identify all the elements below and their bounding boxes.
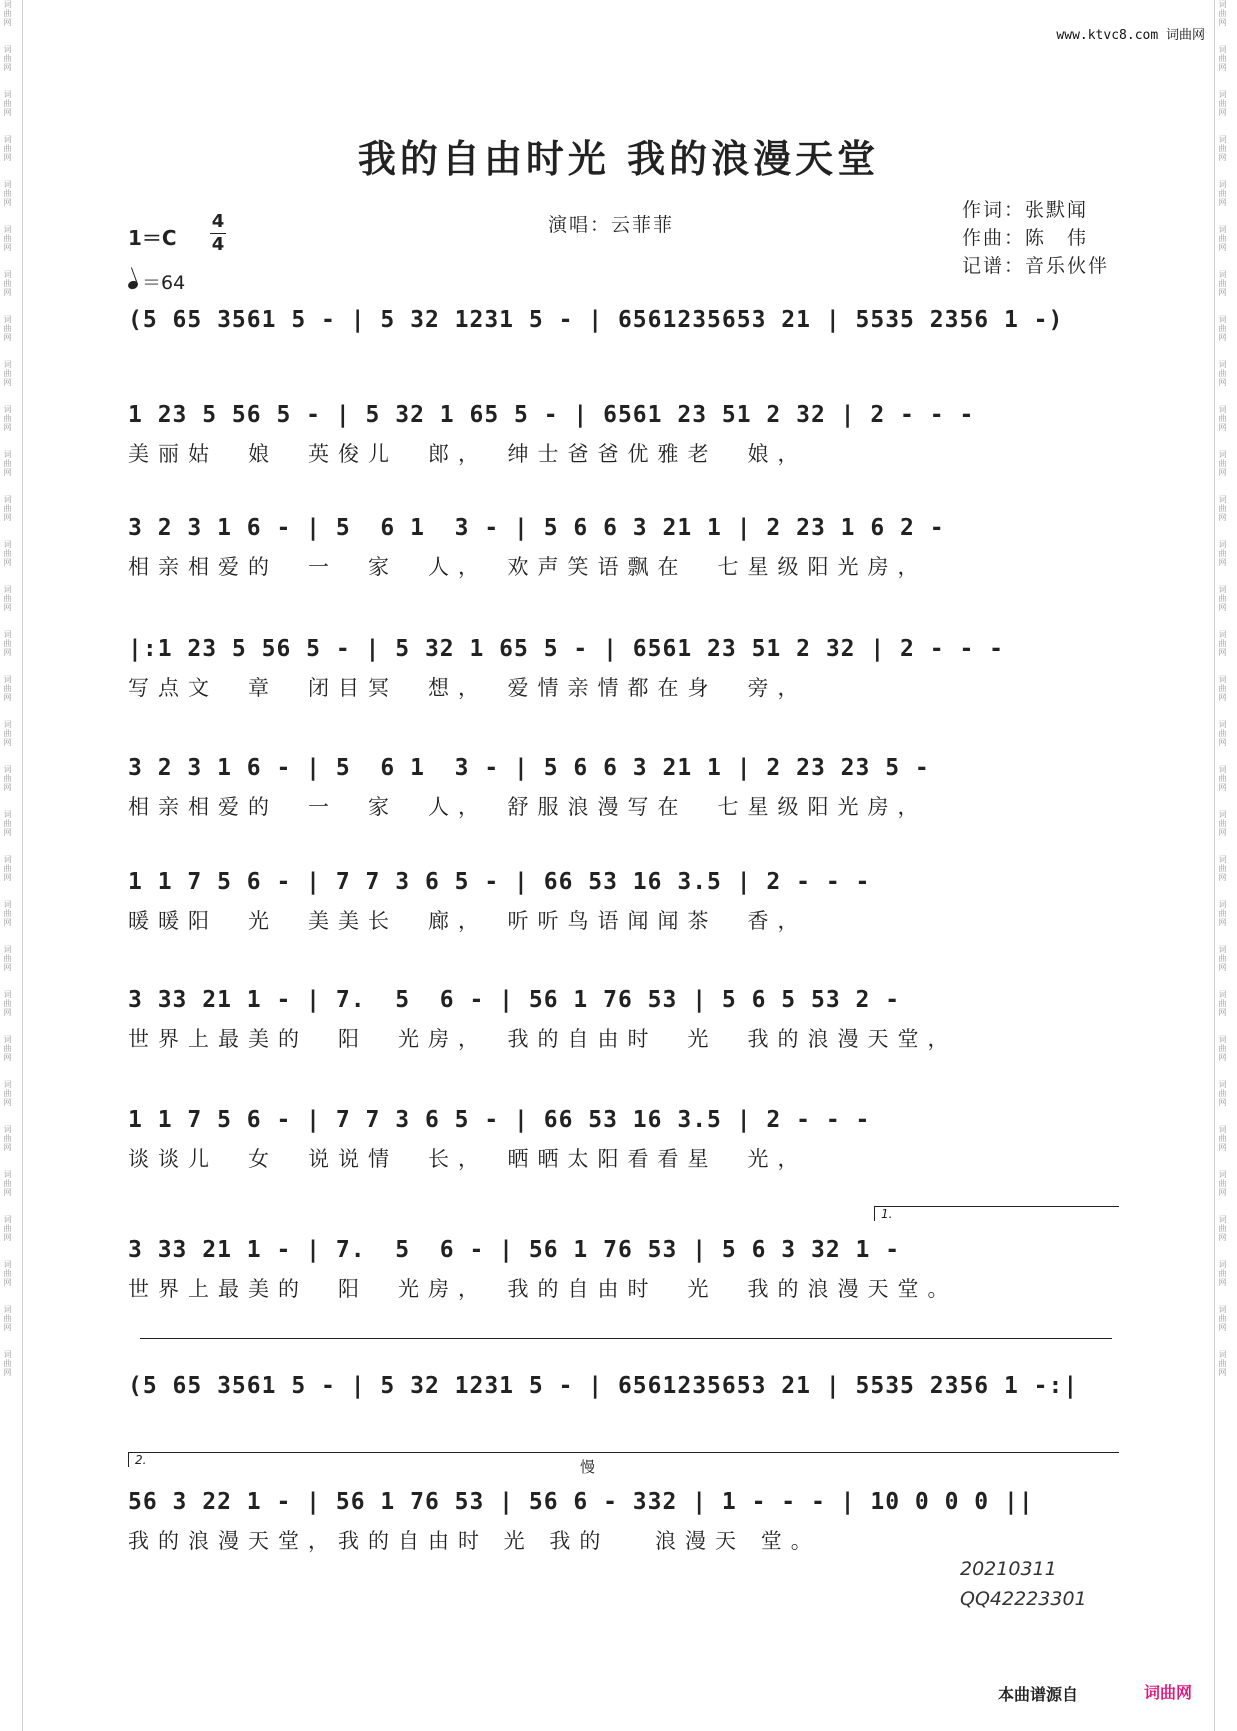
transcription-date: 20210311	[960, 1558, 1057, 1580]
left-watermark-strip	[0, 0, 23, 1731]
lyrics-line: 我的浪漫天堂，我的自由时 光 我的 浪漫天 堂。	[128, 1529, 821, 1553]
watermark-text: 词曲网	[1218, 1350, 1227, 1377]
volta-bracket-1: 1.	[874, 1206, 1119, 1221]
lyrics-line: 相亲相爱的 一 家 人， 舒服浪漫写在 七星级阳光房，	[128, 795, 928, 819]
watermark-text: 词曲网	[3, 1125, 12, 1152]
watermark-text: 词曲网	[3, 765, 12, 792]
watermark-text: 词曲网	[1218, 585, 1227, 612]
watermark-text: 词曲网	[1218, 630, 1227, 657]
watermark-text: 词曲网	[3, 1170, 12, 1197]
transcriber-qq: QQ42223301	[960, 1588, 1087, 1610]
footer-brand-link[interactable]: 词曲网	[1144, 1683, 1193, 1702]
watermark-text: 词曲网	[3, 585, 12, 612]
transcription-date-block	[960, 1554, 1087, 1614]
score-system	[128, 748, 1120, 822]
watermark-text: 词曲网	[1218, 270, 1227, 297]
watermark-text: 词曲网	[1218, 810, 1227, 837]
watermark-text: 词曲网	[3, 990, 12, 1017]
singer-credit: 演唱：云菲菲	[548, 214, 675, 236]
lyricist-credit: 作词：张默闻	[962, 199, 1089, 221]
notation-line: (5 65 3561 5 - | 5 32 1231 5 - | 6561235653 21 | 5535 2356 1 -)	[128, 307, 1064, 333]
watermark-text: 词曲网	[1218, 1215, 1227, 1242]
notation-line: 1 23 5 56 5 - | 5 32 1 65 5 - | 6561 23 51 2 32 | 2 - - -	[128, 402, 975, 428]
lyrics-line	[128, 344, 1120, 374]
watermark-text: 词曲网	[1218, 1170, 1227, 1197]
score-system	[128, 1230, 1120, 1304]
watermark-text: 词曲网	[3, 630, 12, 657]
watermark-text: 词曲网	[1218, 990, 1227, 1017]
watermark-text: 词曲网	[3, 540, 12, 567]
tempo-slow-mark: 慢	[580, 1458, 596, 1476]
watermark-text: 词曲网	[3, 360, 12, 387]
key-signature: 1＝C	[128, 226, 177, 250]
lyrics-line: 相亲相爱的 一 家 人， 欢声笑语飘在 七星级阳光房，	[128, 555, 928, 579]
score-system	[128, 300, 1120, 374]
composer-credit: 作曲：陈 伟	[962, 227, 1089, 249]
watermark-text: 词曲网	[3, 900, 12, 927]
watermark-text: 词曲网	[1218, 765, 1227, 792]
watermark-text: 词曲网	[3, 675, 12, 702]
watermark-text: 词曲网	[1218, 450, 1227, 477]
watermark-text: 词曲网	[1218, 675, 1227, 702]
watermark-text: 词曲网	[1218, 405, 1227, 432]
watermark-text: 词曲网	[1218, 1080, 1227, 1107]
watermark-text: 词曲网	[3, 1080, 12, 1107]
watermark-text: 词曲网	[1218, 1035, 1227, 1062]
watermark-text: 词曲网	[1218, 90, 1227, 117]
lyrics-line: 暖暖阳 光 美美长 廊， 听听鸟语闻闻茶 香，	[128, 909, 808, 933]
tempo-marking	[128, 268, 185, 295]
watermark-text: 词曲网	[3, 270, 12, 297]
watermark-text: 词曲网	[3, 810, 12, 837]
notation-line: 3 33 21 1 - | 7. 5 6 - | 56 1 76 53 | 5 6 5 53 2 -	[128, 987, 901, 1013]
right-watermark-strip	[1214, 0, 1237, 1731]
lyrics-line: 世界上最美的 阳 光房， 我的自由时 光 我的浪漫天堂，	[128, 1027, 958, 1051]
watermark-text: 词曲网	[3, 1260, 12, 1287]
watermark-text: 词曲网	[3, 405, 12, 432]
watermark-text: 词曲网	[3, 315, 12, 342]
notation-line: (5 65 3561 5 - | 5 32 1231 5 - | 6561235653 21 | 5535 2356 1 -:|	[128, 1373, 1079, 1399]
watermark-text: 词曲网	[3, 0, 12, 27]
site-header[interactable]: www.ktvc8.com 词曲网	[1056, 28, 1205, 43]
watermark-text: 词曲网	[1218, 315, 1227, 342]
score-system	[128, 862, 1120, 936]
watermark-text: 词曲网	[3, 855, 12, 882]
watermark-text: 词曲网	[3, 1035, 12, 1062]
watermark-text: 词曲网	[3, 45, 12, 72]
watermark-text: 词曲网	[3, 225, 12, 252]
time-signature-top: 4	[211, 211, 225, 232]
repeat-bracket-line	[140, 1338, 1112, 1339]
notation-line: 3 33 21 1 - | 7. 5 6 - | 56 1 76 53 | 5 6 3 32 1 -	[128, 1237, 901, 1263]
watermark-text: 词曲网	[1218, 1125, 1227, 1152]
tempo-value: ＝64	[142, 272, 186, 294]
score-system	[128, 1366, 1120, 1406]
notation-line: 3 2 3 1 6 - | 5 6 1 3 - | 5 6 6 3 21 1 | 2 23 1 6 2 -	[128, 515, 945, 541]
watermark-text: 词曲网	[1218, 720, 1227, 747]
score-system	[128, 980, 1120, 1054]
watermark-text: 词曲网	[3, 90, 12, 117]
watermark-text: 词曲网	[1218, 360, 1227, 387]
lyrics-line: 美丽姑 娘 英俊儿 郎， 绅士爸爸优雅老 娘，	[128, 442, 808, 466]
watermark-text: 词曲网	[3, 495, 12, 522]
watermark-text: 词曲网	[1218, 0, 1227, 27]
watermark-text: 词曲网	[3, 1350, 12, 1377]
notation-line: 1 1 7 5 6 - | 7 7 3 6 5 - | 66 53 16 3.5 | 2 - - -	[128, 1107, 871, 1133]
transcriber-credit: 记谱：音乐伙伴	[962, 255, 1110, 277]
quarter-note-icon	[127, 280, 139, 291]
watermark-text: 词曲网	[3, 1215, 12, 1242]
lyrics-line: 世界上最美的 阳 光房， 我的自由时 光 我的浪漫天堂。	[128, 1277, 958, 1301]
watermark-text: 词曲网	[3, 1305, 12, 1332]
watermark-text: 词曲网	[1218, 180, 1227, 207]
time-signature-bottom: 4	[211, 234, 225, 255]
notation-line: 56 3 22 1 - | 56 1 76 53 | 56 6 - 332 | 1 - - - | 10 0 0 0 ||	[128, 1489, 1034, 1515]
watermark-text: 词曲网	[3, 135, 12, 162]
score-system	[128, 1482, 1120, 1556]
score-system	[128, 508, 1120, 582]
notation-line: 3 2 3 1 6 - | 5 6 1 3 - | 5 6 6 3 21 1 | 2 23 23 5 -	[128, 755, 930, 781]
credits-block	[962, 196, 1109, 280]
score-system	[128, 395, 1120, 469]
watermark-text: 词曲网	[1218, 945, 1227, 972]
watermark-text: 词曲网	[1218, 225, 1227, 252]
page-title: 我的自由时光 我的浪漫天堂	[357, 137, 880, 181]
watermark-text: 词曲网	[1218, 495, 1227, 522]
watermark-text: 词曲网	[1218, 855, 1227, 882]
volta-bracket-2: 2.	[128, 1452, 1119, 1467]
time-signature	[210, 212, 226, 255]
watermark-text: 词曲网	[1218, 900, 1227, 927]
score-system	[128, 1100, 1120, 1174]
notation-line: |:1 23 5 56 5 - | 5 32 1 65 5 - | 6561 23 51 2 32 | 2 - - -	[128, 636, 1004, 662]
watermark-text: 词曲网	[1218, 45, 1227, 72]
lyrics-line: 谈谈儿 女 说说情 长， 晒晒太阳看看星 光，	[128, 1147, 808, 1171]
watermark-text: 词曲网	[3, 180, 12, 207]
watermark-text: 词曲网	[1218, 135, 1227, 162]
watermark-text: 词曲网	[3, 945, 12, 972]
watermark-text: 词曲网	[3, 450, 12, 477]
score-system	[128, 629, 1120, 703]
watermark-text: 词曲网	[1218, 1260, 1227, 1287]
lyrics-line: 写点文 章 闭目冥 想， 爱情亲情都在身 旁，	[128, 676, 808, 700]
footer-source-label: 本曲谱源自	[998, 1685, 1079, 1704]
watermark-text: 词曲网	[1218, 540, 1227, 567]
notation-line: 1 1 7 5 6 - | 7 7 3 6 5 - | 66 53 16 3.5 | 2 - - -	[128, 869, 871, 895]
watermark-text: 词曲网	[1218, 1305, 1227, 1332]
watermark-text: 词曲网	[3, 720, 12, 747]
